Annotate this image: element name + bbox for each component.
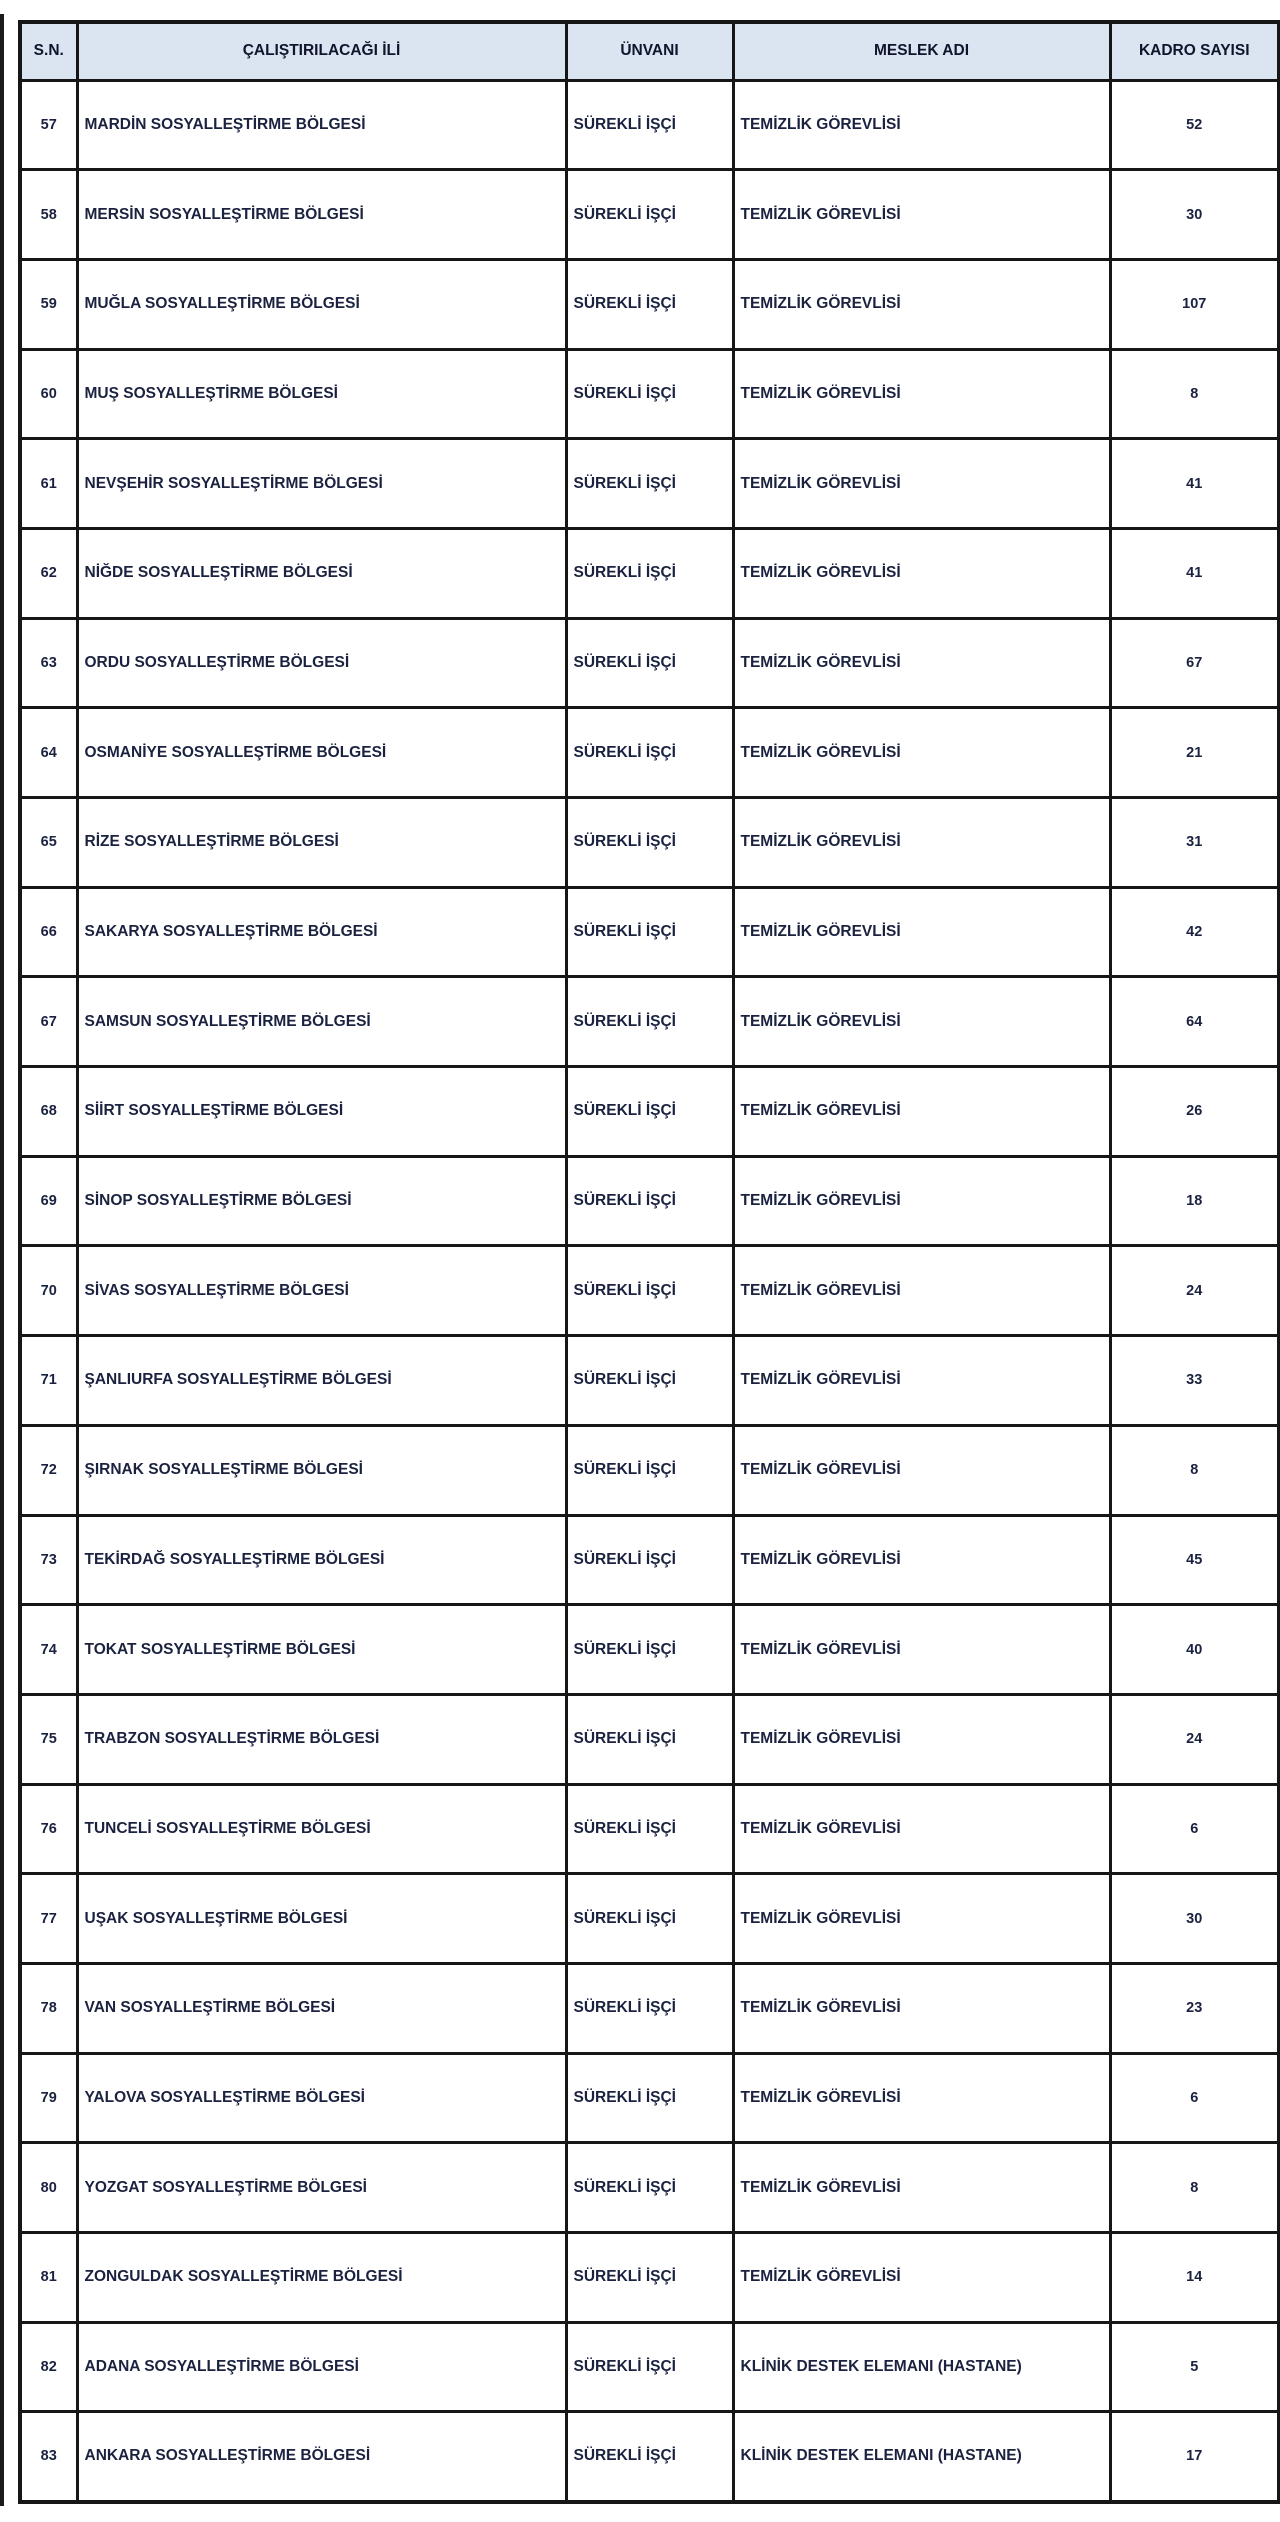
cell-unvan: SÜREKLİ İŞÇİ [566, 887, 733, 977]
cell-meslek: TEMİZLİK GÖREVLİSİ [733, 1784, 1110, 1874]
cell-kadro: 6 [1110, 2053, 1279, 2143]
cell-meslek: TEMİZLİK GÖREVLİSİ [733, 259, 1110, 349]
cell-il: SAMSUN SOSYALLEŞTİRME BÖLGESİ [77, 977, 566, 1067]
cell-sn: 79 [20, 2053, 77, 2143]
cell-sn: 73 [20, 1515, 77, 1605]
table-row [20, 439, 1279, 529]
cell-il: ANKARA SOSYALLEŞTİRME BÖLGESİ [77, 2412, 566, 2502]
cell-meslek: TEMİZLİK GÖREVLİSİ [733, 2053, 1110, 2143]
table-row [20, 528, 1279, 618]
cell-kadro: 52 [1110, 80, 1279, 170]
column-header-kadro: KADRO SAYISI [1110, 22, 1279, 80]
cell-meslek: KLİNİK DESTEK ELEMANI (HASTANE) [733, 2322, 1110, 2412]
cell-meslek: TEMİZLİK GÖREVLİSİ [733, 349, 1110, 439]
cell-sn: 71 [20, 1336, 77, 1426]
cell-unvan: SÜREKLİ İŞÇİ [566, 1336, 733, 1426]
cell-unvan: SÜREKLİ İŞÇİ [566, 798, 733, 888]
cell-unvan: SÜREKLİ İŞÇİ [566, 2053, 733, 2143]
table-row [20, 259, 1279, 349]
cell-unvan: SÜREKLİ İŞÇİ [566, 1425, 733, 1515]
cell-il: SİİRT SOSYALLEŞTİRME BÖLGESİ [77, 1067, 566, 1157]
cell-sn: 76 [20, 1784, 77, 1874]
cell-unvan: SÜREKLİ İŞÇİ [566, 977, 733, 1067]
cell-kadro: 8 [1110, 2143, 1279, 2233]
cell-unvan: SÜREKLİ İŞÇİ [566, 80, 733, 170]
cell-il: ZONGULDAK SOSYALLEŞTİRME BÖLGESİ [77, 2233, 566, 2323]
cell-meslek: TEMİZLİK GÖREVLİSİ [733, 798, 1110, 888]
table-row [20, 349, 1279, 439]
cell-meslek: TEMİZLİK GÖREVLİSİ [733, 1156, 1110, 1246]
cell-kadro: 42 [1110, 887, 1279, 977]
cell-meslek: TEMİZLİK GÖREVLİSİ [733, 439, 1110, 529]
cell-kadro: 30 [1110, 1874, 1279, 1964]
cell-sn: 80 [20, 2143, 77, 2233]
cell-il: SİNOP SOSYALLEŞTİRME BÖLGESİ [77, 1156, 566, 1246]
cell-sn: 78 [20, 1963, 77, 2053]
cell-il: YALOVA SOSYALLEŞTİRME BÖLGESİ [77, 2053, 566, 2143]
cell-il: TEKİRDAĞ SOSYALLEŞTİRME BÖLGESİ [77, 1515, 566, 1605]
cell-sn: 66 [20, 887, 77, 977]
cell-meslek: TEMİZLİK GÖREVLİSİ [733, 2143, 1110, 2233]
cell-kadro: 107 [1110, 259, 1279, 349]
cell-sn: 75 [20, 1694, 77, 1784]
cell-unvan: SÜREKLİ İŞÇİ [566, 1694, 733, 1784]
cell-il: TRABZON SOSYALLEŞTİRME BÖLGESİ [77, 1694, 566, 1784]
table-row [20, 1425, 1279, 1515]
cell-il: MARDİN SOSYALLEŞTİRME BÖLGESİ [77, 80, 566, 170]
cell-unvan: SÜREKLİ İŞÇİ [566, 1067, 733, 1157]
table-row [20, 798, 1279, 888]
cell-unvan: SÜREKLİ İŞÇİ [566, 1784, 733, 1874]
table-row [20, 2143, 1279, 2233]
cell-il: TUNCELİ SOSYALLEŞTİRME BÖLGESİ [77, 1784, 566, 1874]
cell-meslek: TEMİZLİK GÖREVLİSİ [733, 1694, 1110, 1784]
table-row [20, 1336, 1279, 1426]
cell-il: MUĞLA SOSYALLEŞTİRME BÖLGESİ [77, 259, 566, 349]
cell-unvan: SÜREKLİ İŞÇİ [566, 349, 733, 439]
table-row [20, 1874, 1279, 1964]
cell-meslek: TEMİZLİK GÖREVLİSİ [733, 887, 1110, 977]
table-row [20, 2412, 1279, 2502]
cell-kadro: 26 [1110, 1067, 1279, 1157]
cell-kadro: 14 [1110, 2233, 1279, 2323]
table-row [20, 1515, 1279, 1605]
cell-kadro: 24 [1110, 1694, 1279, 1784]
cell-kadro: 23 [1110, 1963, 1279, 2053]
cell-sn: 74 [20, 1605, 77, 1695]
cell-meslek: TEMİZLİK GÖREVLİSİ [733, 1425, 1110, 1515]
cell-sn: 59 [20, 259, 77, 349]
cell-sn: 58 [20, 170, 77, 260]
cell-meslek: TEMİZLİK GÖREVLİSİ [733, 170, 1110, 260]
cell-unvan: SÜREKLİ İŞÇİ [566, 1874, 733, 1964]
cell-sn: 67 [20, 977, 77, 1067]
table-row [20, 170, 1279, 260]
table-row [20, 977, 1279, 1067]
cell-sn: 64 [20, 708, 77, 798]
cell-kadro: 41 [1110, 439, 1279, 529]
cell-kadro: 21 [1110, 708, 1279, 798]
cell-il: ORDU SOSYALLEŞTİRME BÖLGESİ [77, 618, 566, 708]
cell-il: MUŞ SOSYALLEŞTİRME BÖLGESİ [77, 349, 566, 439]
cell-meslek: TEMİZLİK GÖREVLİSİ [733, 1963, 1110, 2053]
cell-unvan: SÜREKLİ İŞÇİ [566, 2322, 733, 2412]
cell-il: NİĞDE SOSYALLEŞTİRME BÖLGESİ [77, 528, 566, 618]
cell-sn: 65 [20, 798, 77, 888]
cell-unvan: SÜREKLİ İŞÇİ [566, 2143, 733, 2233]
cell-kadro: 33 [1110, 1336, 1279, 1426]
cell-meslek: TEMİZLİK GÖREVLİSİ [733, 1515, 1110, 1605]
cell-il: MERSİN SOSYALLEŞTİRME BÖLGESİ [77, 170, 566, 260]
cell-sn: 57 [20, 80, 77, 170]
table-row [20, 2053, 1279, 2143]
cell-il: UŞAK SOSYALLEŞTİRME BÖLGESİ [77, 1874, 566, 1964]
table-header-row [20, 22, 1279, 80]
cell-unvan: SÜREKLİ İŞÇİ [566, 1246, 733, 1336]
cell-meslek: TEMİZLİK GÖREVLİSİ [733, 1246, 1110, 1336]
cell-unvan: SÜREKLİ İŞÇİ [566, 2412, 733, 2502]
table-body [20, 80, 1279, 2502]
column-header-unvan: ÜNVANI [566, 22, 733, 80]
cell-unvan: SÜREKLİ İŞÇİ [566, 439, 733, 529]
table-row [20, 1963, 1279, 2053]
cell-meslek: TEMİZLİK GÖREVLİSİ [733, 80, 1110, 170]
cell-il: YOZGAT SOSYALLEŞTİRME BÖLGESİ [77, 2143, 566, 2233]
cell-unvan: SÜREKLİ İŞÇİ [566, 259, 733, 349]
cell-sn: 69 [20, 1156, 77, 1246]
cell-unvan: SÜREKLİ İŞÇİ [566, 1605, 733, 1695]
cell-unvan: SÜREKLİ İŞÇİ [566, 1515, 733, 1605]
cell-meslek: KLİNİK DESTEK ELEMANI (HASTANE) [733, 2412, 1110, 2502]
column-header-il: ÇALIŞTIRILACAĞI İLİ [77, 22, 566, 80]
table-row [20, 1156, 1279, 1246]
cell-il: RİZE SOSYALLEŞTİRME BÖLGESİ [77, 798, 566, 888]
cell-unvan: SÜREKLİ İŞÇİ [566, 1963, 733, 2053]
cell-il: ADANA SOSYALLEŞTİRME BÖLGESİ [77, 2322, 566, 2412]
cell-il: VAN SOSYALLEŞTİRME BÖLGESİ [77, 1963, 566, 2053]
column-header-meslek: MESLEK ADI [733, 22, 1110, 80]
cell-sn: 61 [20, 439, 77, 529]
cell-unvan: SÜREKLİ İŞÇİ [566, 528, 733, 618]
kadro-table [18, 20, 1280, 2504]
table-row [20, 2322, 1279, 2412]
cell-kadro: 8 [1110, 349, 1279, 439]
cell-meslek: TEMİZLİK GÖREVLİSİ [733, 618, 1110, 708]
cell-unvan: SÜREKLİ İŞÇİ [566, 2233, 733, 2323]
cell-meslek: TEMİZLİK GÖREVLİSİ [733, 1874, 1110, 1964]
table-head [20, 22, 1279, 80]
cell-unvan: SÜREKLİ İŞÇİ [566, 618, 733, 708]
cell-sn: 77 [20, 1874, 77, 1964]
cell-il: ŞIRNAK SOSYALLEŞTİRME BÖLGESİ [77, 1425, 566, 1515]
cell-kadro: 24 [1110, 1246, 1279, 1336]
cell-sn: 72 [20, 1425, 77, 1515]
table-row [20, 1694, 1279, 1784]
cell-kadro: 45 [1110, 1515, 1279, 1605]
cell-meslek: TEMİZLİK GÖREVLİSİ [733, 1067, 1110, 1157]
left-edge-border-artifact [0, 14, 4, 2506]
column-header-sn: S.N. [20, 22, 77, 80]
cell-meslek: TEMİZLİK GÖREVLİSİ [733, 528, 1110, 618]
cell-kadro: 6 [1110, 1784, 1279, 1874]
cell-sn: 62 [20, 528, 77, 618]
cell-sn: 81 [20, 2233, 77, 2323]
cell-il: NEVŞEHİR SOSYALLEŞTİRME BÖLGESİ [77, 439, 566, 529]
table-row [20, 708, 1279, 798]
cell-il: ŞANLIURFA SOSYALLEŞTİRME BÖLGESİ [77, 1336, 566, 1426]
cell-meslek: TEMİZLİK GÖREVLİSİ [733, 708, 1110, 798]
table-row [20, 2233, 1279, 2323]
table-row [20, 80, 1279, 170]
table-row [20, 1605, 1279, 1695]
cell-kadro: 41 [1110, 528, 1279, 618]
cell-kadro: 30 [1110, 170, 1279, 260]
cell-kadro: 67 [1110, 618, 1279, 708]
cell-kadro: 40 [1110, 1605, 1279, 1695]
cell-meslek: TEMİZLİK GÖREVLİSİ [733, 977, 1110, 1067]
table-row [20, 1067, 1279, 1157]
cell-sn: 82 [20, 2322, 77, 2412]
cell-unvan: SÜREKLİ İŞÇİ [566, 1156, 733, 1246]
cell-kadro: 8 [1110, 1425, 1279, 1515]
cell-il: OSMANİYE SOSYALLEŞTİRME BÖLGESİ [77, 708, 566, 798]
cell-sn: 60 [20, 349, 77, 439]
cell-il: TOKAT SOSYALLEŞTİRME BÖLGESİ [77, 1605, 566, 1695]
cell-meslek: TEMİZLİK GÖREVLİSİ [733, 1336, 1110, 1426]
cell-sn: 68 [20, 1067, 77, 1157]
cell-sn: 83 [20, 2412, 77, 2502]
cell-il: SAKARYA SOSYALLEŞTİRME BÖLGESİ [77, 887, 566, 977]
cell-meslek: TEMİZLİK GÖREVLİSİ [733, 2233, 1110, 2323]
cell-kadro: 17 [1110, 2412, 1279, 2502]
cell-unvan: SÜREKLİ İŞÇİ [566, 708, 733, 798]
cell-kadro: 64 [1110, 977, 1279, 1067]
table-row [20, 1784, 1279, 1874]
cell-sn: 63 [20, 618, 77, 708]
table-row [20, 618, 1279, 708]
cell-kadro: 18 [1110, 1156, 1279, 1246]
cell-sn: 70 [20, 1246, 77, 1336]
cell-kadro: 5 [1110, 2322, 1279, 2412]
cell-unvan: SÜREKLİ İŞÇİ [566, 170, 733, 260]
table-row [20, 887, 1279, 977]
table-row [20, 1246, 1279, 1336]
cell-meslek: TEMİZLİK GÖREVLİSİ [733, 1605, 1110, 1695]
cell-il: SİVAS SOSYALLEŞTİRME BÖLGESİ [77, 1246, 566, 1336]
cell-kadro: 31 [1110, 798, 1279, 888]
